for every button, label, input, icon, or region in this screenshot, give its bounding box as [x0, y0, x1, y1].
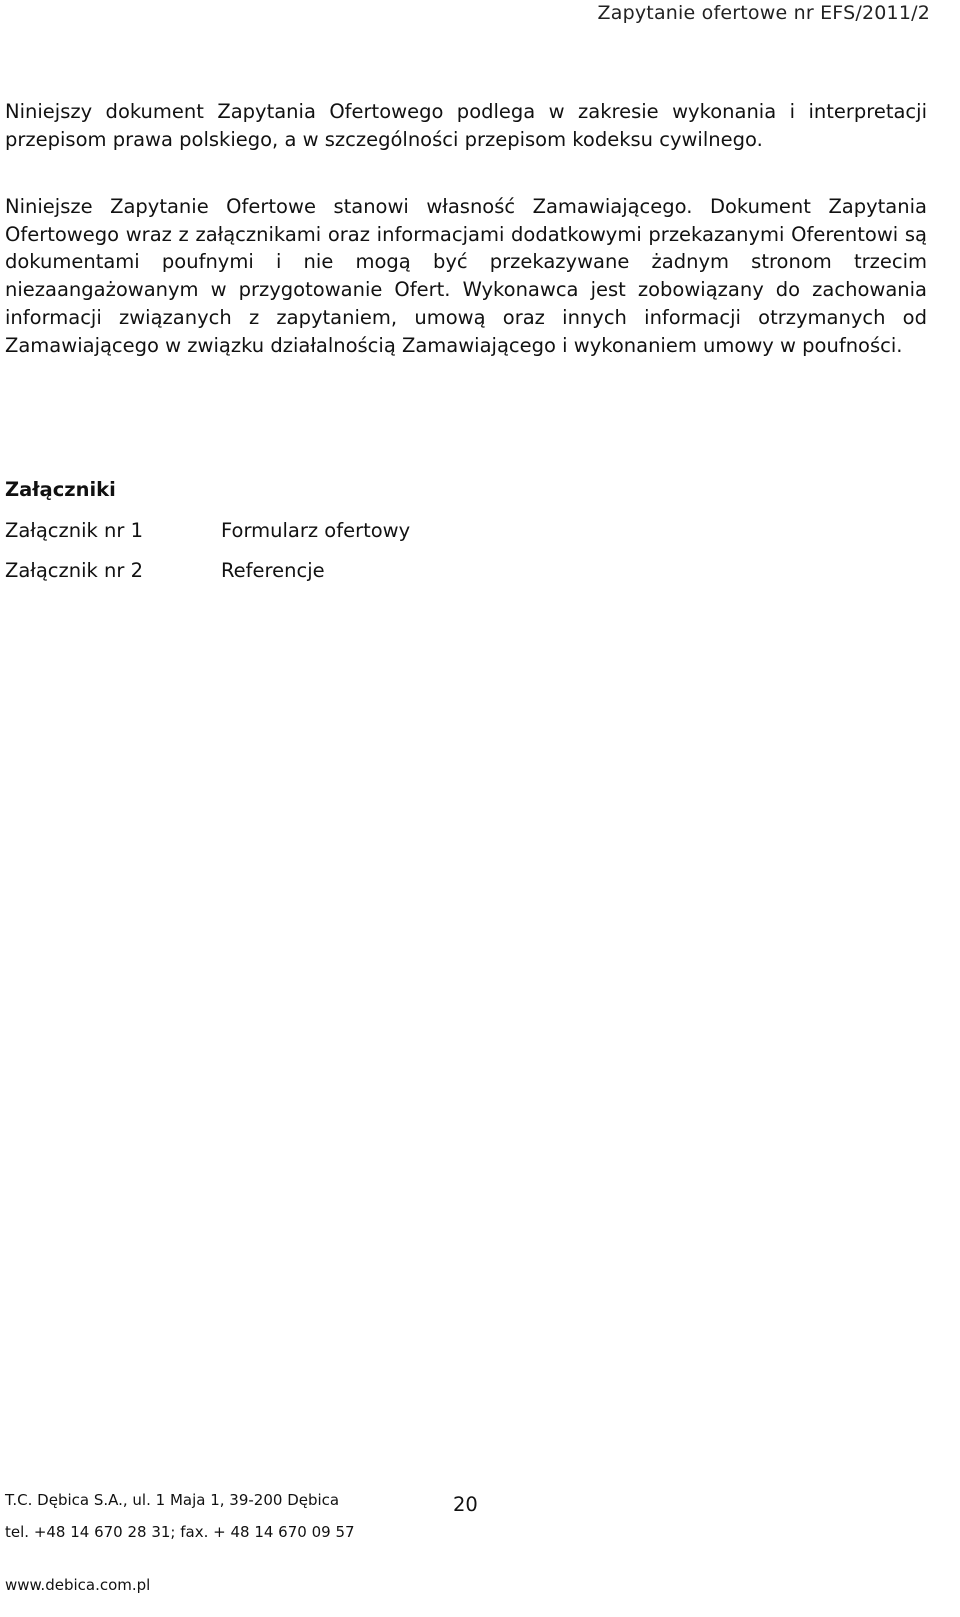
attachments-heading: Załączniki	[5, 478, 116, 501]
attachment-item	[5, 558, 410, 598]
footer-company-address: T.C. Dębica S.A., ul. 1 Maja 1, 39-200 Dębica	[5, 1491, 340, 1509]
paragraph-confidentiality: Niniejsze Zapytanie Ofertowe stanowi własność Zamawiającego. Dokument Zapytania Ofertowego wraz z załącznikami oraz informacjami dodatkowymi przekazanymi Oferentowi są dokumentami poufnymi i nie mogą być przekazywane żadnym stronom trzecim niezaangażowanym w przygotowanie Ofert. Wykonawca jest zobowiązany do zachowania informacji związanych z zapytaniem, umową oraz innych informacji otrzymanych od Zamawiającego w związku działalnością Zamawiającego i wykonaniem umowy w poufności.	[5, 195, 927, 357]
document-header-title: Zapytanie ofertowe nr EFS/2011/2	[597, 2, 930, 24]
page-number: 20	[453, 1493, 478, 1516]
paragraph-governing-law: Niniejszy dokument Zapytania Ofertowego podlega w zakresie wykonania i interpretacji przepisom prawa polskiego, a w szczególności przepisom kodeksu cywilnego.	[5, 100, 927, 151]
attachment-title: Formularz ofertowy	[221, 519, 411, 542]
attachment-title: Referencje	[221, 559, 325, 582]
footer-contact: tel. +48 14 670 28 31; fax. + 48 14 670 09 57	[5, 1523, 355, 1541]
attachment-item	[5, 518, 410, 558]
attachments-list	[5, 518, 410, 598]
attachment-number: Załącznik nr 2	[5, 559, 144, 582]
footer-website-link[interactable]: www.debica.com.pl	[5, 1576, 151, 1594]
attachment-number: Załącznik nr 1	[5, 519, 144, 542]
